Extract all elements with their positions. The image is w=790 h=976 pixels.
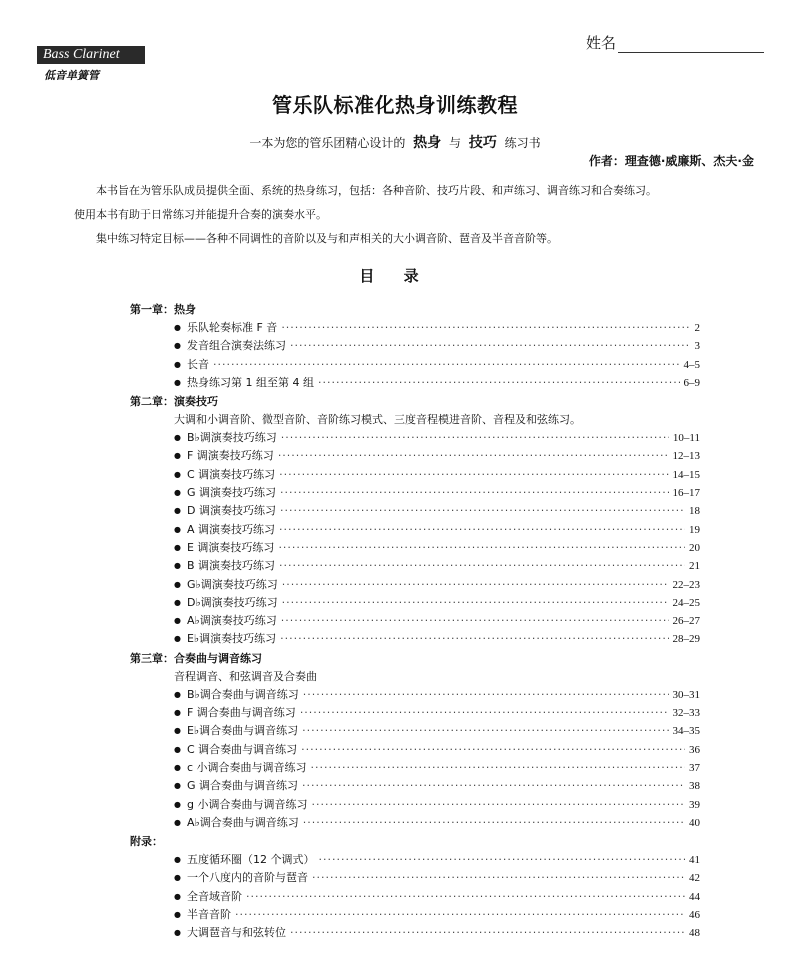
dot-leader [281,319,690,337]
dot-leader [246,888,685,906]
subtitle-suffix: 练习书 [504,136,541,150]
appendix-title: 附录： [130,835,163,849]
toc-entry[interactable] [130,576,700,594]
bullet-icon: ● [174,359,181,369]
toc-entry[interactable] [130,429,700,447]
toc-entry[interactable] [130,851,700,869]
toc-entry-label: B♭调合奏曲与调音练习 [186,687,299,701]
toc-entry-page: 34–35 [672,725,700,738]
toc-entry-page: 2 [694,322,700,334]
dot-leader [280,630,668,648]
dot-leader [279,521,685,539]
toc-entry-page: 40 [689,816,700,829]
toc-entry-page: 48 [689,927,700,940]
subtitle-conj: 与 [448,136,461,150]
dot-leader [279,466,668,484]
chapter-2-title: 第二章：演奏技巧 [130,395,218,409]
intro-paragraph-1: 本书旨在为管乐队成员提供全面、系统的热身练习，包括：各种音阶、技巧片段、和声练习、调音练习和合奏练习。 [96,184,657,197]
toc-entry-page: 41 [689,854,700,867]
bullet-icon: ● [174,928,181,938]
name-label: 姓名 [586,34,617,52]
dot-leader [235,906,685,924]
toc-entry-page: 20 [689,541,700,554]
toc-entry[interactable] [130,777,700,795]
toc-entry[interactable] [130,374,700,392]
dot-leader [282,594,669,612]
toc-entry-label: B 调演奏技巧练习 [186,559,276,573]
bullet-icon: ● [174,377,181,387]
toc-entry-page: 38 [689,780,700,793]
dot-leader [300,704,669,722]
toc-entry-label: G 调演奏技巧练习 [186,486,277,500]
toc-entry-page: 28–29 [672,633,700,646]
intro-paragraph-3: 集中练习特定目标——各种不同调性的音阶以及与和声相关的大小调音阶、琶音及半音音阶等。 [96,232,558,245]
toc-entry[interactable] [130,466,700,484]
toc-entry-page: 26–27 [672,615,700,628]
toc-entry[interactable] [130,814,700,832]
toc-entry-page: 4–5 [683,358,700,371]
bullet-icon: ● [174,341,181,351]
bullet-icon: ● [174,506,181,516]
subtitle-word2: 技巧 [468,135,497,151]
toc-entry[interactable] [130,337,700,355]
bullet-icon: ● [174,579,181,589]
dot-leader [280,484,668,502]
toc-entry[interactable] [130,741,700,759]
dot-leader [213,356,680,374]
toc-entry-page: 14–15 [672,468,700,481]
bullet-icon: ● [174,817,181,827]
toc-entry[interactable] [130,888,700,906]
bullet-icon: ● [174,726,181,736]
toc-entry-label: A♭调合奏曲与调音练习 [186,815,299,829]
toc-entry[interactable] [130,924,700,942]
dot-leader [312,869,685,887]
toc-entry-page: 21 [689,560,700,573]
bullet-icon: ● [174,634,181,644]
toc-entry-label: G 调合奏曲与调音练习 [186,779,299,793]
toc-entry-page: 6–9 [683,376,700,389]
toc-entry-label: 全音域音阶 [186,889,242,903]
bullet-icon: ● [174,781,181,791]
toc-entry-page: 46 [689,909,700,922]
bullet-icon: ● [174,323,181,332]
name-field[interactable] [586,32,764,53]
dot-leader [303,686,669,704]
toc-entry-page: 30–31 [672,688,700,701]
chapter-3-title: 第三章：合奏曲与调音练习 [130,651,262,665]
toc-entry-label: 五度循环圈（12 个调式） [186,853,315,867]
toc-entry[interactable] [130,447,700,465]
dot-leader [311,796,685,814]
dot-leader [302,777,685,795]
subtitle [0,132,790,152]
toc-entry-label: C 调合奏曲与调音练习 [186,742,298,756]
bullet-icon: ● [174,891,181,901]
toc-entry-label: A♭调演奏技巧练习 [186,614,277,628]
toc-entry-label: D♭调演奏技巧练习 [186,595,278,609]
toc-entry-label: A 调演奏技巧练习 [186,522,276,536]
toc-entry-page: 10–11 [672,432,700,445]
bullet-icon: ● [174,451,181,461]
bullet-icon: ● [174,469,181,479]
toc-entry-page: 19 [689,523,700,536]
dot-leader [303,814,685,832]
toc-title: 目 录 [359,267,431,285]
toc-entry[interactable] [130,722,700,740]
bullet-icon: ● [174,910,181,920]
bullet-icon: ● [174,524,181,534]
toc-entry-page: 44 [689,890,700,903]
toc-entry-page: 37 [689,761,700,774]
toc-entry-label: 半音音阶 [186,908,231,922]
dot-leader [318,374,680,392]
page-title: 管乐队标准化热身训练教程 [272,93,518,117]
subtitle-prefix: 一本为您的管乐团精心设计的 [249,136,406,150]
bullet-icon: ● [174,855,181,865]
intro-paragraph-2: 使用本书有助于日常练习并能提升合奏的演奏水平。 [74,208,327,221]
toc-entry-label: E♭调合奏曲与调音练习 [186,724,299,738]
toc-entry[interactable] [130,319,700,337]
bullet-icon: ● [174,597,181,607]
name-line[interactable] [618,38,764,53]
toc-entry-label: G♭调演奏技巧练习 [186,577,278,591]
toc-entry-page: 12–13 [672,450,700,463]
toc-entry-label: E 调演奏技巧练习 [186,540,275,554]
dot-leader [278,447,669,465]
dot-leader [302,722,668,740]
table-of-contents [130,300,700,943]
dot-leader [279,557,685,575]
dot-leader [281,429,669,447]
toc-entry[interactable] [130,539,700,557]
toc-entry-label: C 调演奏技巧练习 [186,467,276,481]
bullet-icon: ● [174,799,181,809]
chapter-3-desc: 音程调音、和弦调音及合奏曲 [174,669,317,683]
dot-leader [318,851,685,869]
toc-entry-page: 24–25 [672,596,700,609]
toc-entry-label: c 小调合奏曲与调音练习 [186,760,307,774]
dot-leader [290,337,691,355]
bullet-icon: ● [174,689,181,699]
toc-entry-label: 发音组合演奏法练习 [186,339,286,353]
toc-entry-label: E♭调演奏技巧练习 [186,632,277,646]
toc-entry[interactable] [130,594,700,612]
bullet-icon: ● [174,561,181,571]
bullet-icon: ● [174,542,181,552]
toc-entry[interactable] [130,557,700,575]
toc-entry[interactable] [130,630,700,648]
toc-entry[interactable] [130,704,700,722]
bullet-icon: ● [174,616,181,626]
toc-entry-label: F 调演奏技巧练习 [186,449,274,463]
author: 作者：理查德·威廉斯、杰夫·金 [588,154,754,168]
toc-entry-label: g 小调合奏曲与调音练习 [186,797,308,811]
toc-entry-page: 36 [689,743,700,756]
toc-entry-page: 22–23 [672,578,700,591]
toc-entry-page: 39 [689,798,700,811]
bullet-icon: ● [174,433,181,443]
dot-leader [280,502,685,520]
toc-entry-label: 乐队轮奏标准 F 音 [186,321,278,334]
toc-entry-label: 长音 [186,357,209,371]
toc-entry[interactable] [130,521,700,539]
toc-entry-label: D 调演奏技巧练习 [186,504,276,518]
subtitle-word1: 热身 [413,135,442,151]
bullet-icon: ● [174,488,181,498]
toc-entry-page: 42 [689,872,700,885]
toc-entry-label: 大调琶音与和弦转位 [186,926,286,940]
toc-entry[interactable] [130,869,700,887]
dot-leader [278,539,685,557]
chapter-2-desc: 大调和小调音阶、微型音阶、音阶练习模式、三度音程模进音阶、音程及和弦练习。 [174,413,581,427]
dot-leader [282,576,669,594]
toc-entry-label: B♭调演奏技巧练习 [186,431,277,445]
bullet-icon: ● [174,762,181,772]
toc-entry[interactable] [130,612,700,630]
toc-entry-label: 一个八度内的音阶与琶音 [186,871,308,885]
toc-entry-page: 16–17 [672,487,700,500]
dot-leader [290,924,685,942]
toc-entry[interactable] [130,759,700,777]
bullet-icon: ● [174,744,181,754]
dot-leader [281,612,669,630]
toc-entry[interactable] [130,502,700,520]
toc-entry-label: F 调合奏曲与调音练习 [186,706,296,720]
instrument-badge: Bass Clarinet [37,46,145,64]
toc-entry-page: 18 [689,505,700,518]
toc-entry[interactable] [130,356,700,374]
toc-entry[interactable] [130,796,700,814]
bullet-icon: ● [174,873,181,883]
chapter-1-title: 第一章：热身 [130,303,196,316]
toc-entry-page: 32–33 [672,707,700,720]
instrument-name: 低音单簧管 [44,69,99,82]
toc-entry[interactable] [130,484,700,502]
toc-entry[interactable] [130,686,700,704]
bullet-icon: ● [174,708,181,718]
dot-leader [301,741,685,759]
toc-entry[interactable] [130,906,700,924]
dot-leader [311,759,685,777]
toc-entry-label: 热身练习第 1 组至第 4 组 [186,375,314,389]
toc-entry-page: 3 [694,340,700,353]
